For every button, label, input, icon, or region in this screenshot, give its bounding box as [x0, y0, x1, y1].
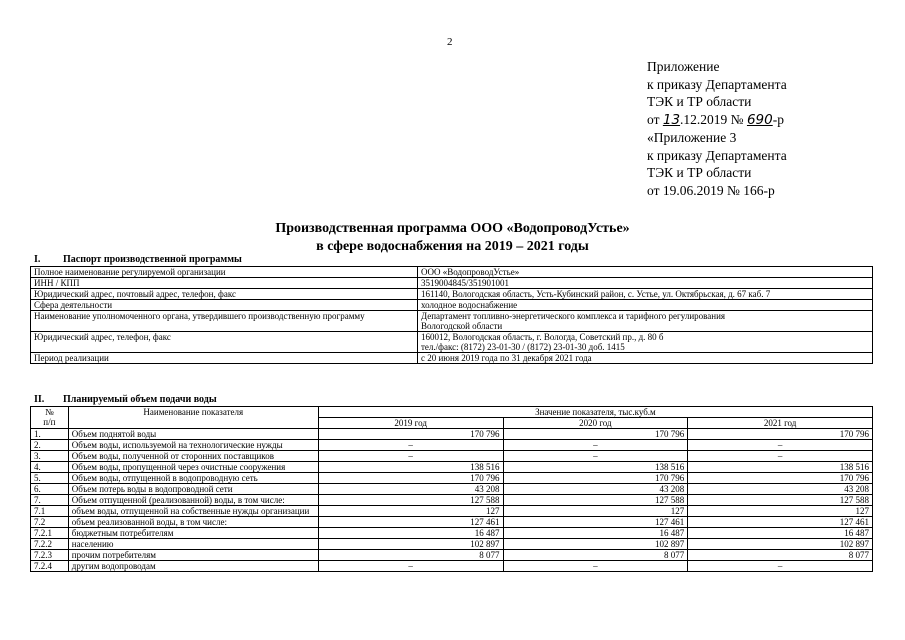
- passport-row: [31, 278, 873, 289]
- section-title: Планируемый объем подачи воды: [63, 394, 217, 405]
- row-value: –: [318, 451, 503, 462]
- row-indicator: Объем воды, отпущенной в водопроводную сеть: [68, 473, 318, 484]
- section-2-heading: [30, 394, 217, 405]
- header-year: 2021 год: [688, 418, 873, 429]
- row-value: 16 487: [688, 528, 873, 539]
- passport-value-line: 161140, Вологодская область, Усть-Кубинский район, с. Устье, ул. Октябрьская, д. 67 каб. 7: [421, 289, 771, 299]
- row-number: 4.: [31, 462, 69, 473]
- table-row: [31, 528, 873, 539]
- row-value: 102 897: [503, 539, 688, 550]
- row-indicator: Объем воды, полученной от сторонних поставщиков: [68, 451, 318, 462]
- row-value: 127: [318, 506, 503, 517]
- row-value: 170 796: [688, 429, 873, 440]
- appendix-line: Приложение: [647, 59, 720, 74]
- header-values: Значение показателя, тыс.куб.м: [318, 407, 872, 418]
- header-indicator: Наименование показателя: [68, 407, 318, 429]
- passport-value-line: Вологодской области: [421, 321, 503, 331]
- table-row: [31, 484, 873, 495]
- table-row: [31, 517, 873, 528]
- passport-label: Полное наименование регулируемой организации: [31, 267, 418, 278]
- row-indicator: Объем воды, используемой на технологические нужды: [68, 440, 318, 451]
- table-row: [31, 473, 873, 484]
- appendix-prefix: от: [647, 111, 660, 127]
- row-value: –: [503, 561, 688, 572]
- passport-row: [31, 311, 873, 332]
- table-row: [31, 561, 873, 572]
- passport-row: [31, 300, 873, 311]
- row-number: 7.2.1: [31, 528, 69, 539]
- row-value: –: [503, 440, 688, 451]
- row-value: 170 796: [318, 429, 503, 440]
- table-row: [31, 550, 873, 561]
- row-value: 127 588: [503, 495, 688, 506]
- row-value: 127 588: [318, 495, 503, 506]
- passport-value-line: с 20 июня 2019 года по 31 декабря 2021 года: [421, 353, 592, 363]
- section-title: Паспорт производственной программы: [63, 254, 242, 265]
- row-indicator: Объем воды, пропущенной через очистные сооружения: [68, 462, 318, 473]
- row-value: 43 208: [688, 484, 873, 495]
- passport-label: Сфера деятельности: [31, 300, 418, 311]
- row-number: 7.2.4: [31, 561, 69, 572]
- row-value: 102 897: [688, 539, 873, 550]
- passport-row: [31, 353, 873, 364]
- water-volume-table: [30, 406, 873, 572]
- document-subtitle: в сфере водоснабжения на 2019 – 2021 годы: [316, 239, 589, 254]
- row-value: –: [688, 440, 873, 451]
- row-indicator: Объем поднятой воды: [68, 429, 318, 440]
- row-value: 102 897: [318, 539, 503, 550]
- row-number: 7.2.3: [31, 550, 69, 561]
- row-number: 7.2.2: [31, 539, 69, 550]
- row-value: 138 516: [688, 462, 873, 473]
- handwritten-number: 690: [746, 111, 773, 128]
- row-value: 127 461: [688, 517, 873, 528]
- row-value: 170 796: [503, 429, 688, 440]
- row-value: 43 208: [503, 484, 688, 495]
- passport-label: Наименование уполномоченного органа, утвердившего производственную программу: [31, 311, 418, 332]
- passport-value-line: Департамент топливно-энергетического комплекса и тарифного регулирования: [421, 311, 726, 321]
- row-number: 3.: [31, 451, 69, 462]
- row-value: 43 208: [318, 484, 503, 495]
- row-value: –: [318, 561, 503, 572]
- passport-value: [418, 311, 873, 332]
- row-indicator: Объем потерь воды в водопроводной сети: [68, 484, 318, 495]
- row-number: 7.1: [31, 506, 69, 517]
- row-value: 127 461: [318, 517, 503, 528]
- appendix-line: к приказу Департамента: [647, 76, 787, 92]
- table-row: [31, 462, 873, 473]
- appendix-line: к приказу Департамента: [647, 147, 787, 163]
- section-number: I.: [34, 254, 41, 265]
- passport-value-line: 3519004845/351901001: [421, 278, 510, 288]
- row-indicator: объем реализованной воды, в том числе:: [68, 517, 318, 528]
- appendix-line: «Приложение 3: [647, 130, 737, 145]
- passport-row: [31, 267, 873, 278]
- row-number: 6.: [31, 484, 69, 495]
- header-year: 2020 год: [503, 418, 688, 429]
- passport-value: [418, 289, 873, 300]
- row-value: 127: [688, 506, 873, 517]
- row-indicator: бюджетным потребителям: [68, 528, 318, 539]
- passport-label: Юридический адрес, телефон, факс: [31, 332, 418, 353]
- header-year: 2019 год: [318, 418, 503, 429]
- passport-row: [31, 332, 873, 353]
- passport-label: Период реализации: [31, 353, 418, 364]
- appendix-suffix: -р: [772, 111, 784, 127]
- table-row: [31, 451, 873, 462]
- passport-value: [418, 278, 873, 289]
- row-value: 138 516: [318, 462, 503, 473]
- row-number: 5.: [31, 473, 69, 484]
- table-row: [31, 495, 873, 506]
- appendix-order-date: [647, 111, 787, 130]
- page-number: 2: [447, 36, 453, 48]
- passport-value-line: 160012, Вологодская область, г. Вологда, Советский пр., д. 80 б: [421, 332, 664, 342]
- row-value: 170 796: [688, 473, 873, 484]
- header-number: № п/п: [31, 407, 69, 429]
- row-value: 138 516: [503, 462, 688, 473]
- row-value: –: [688, 561, 873, 572]
- table-row: [31, 429, 873, 440]
- appendix-header: [647, 58, 787, 199]
- row-indicator: другим водопроводам: [68, 561, 318, 572]
- row-value: 127 588: [688, 495, 873, 506]
- row-value: –: [688, 451, 873, 462]
- section-number: II.: [34, 394, 45, 405]
- row-number: 2.: [31, 440, 69, 451]
- passport-row: [31, 289, 873, 300]
- row-value: 127: [503, 506, 688, 517]
- passport-value: [418, 332, 873, 353]
- row-indicator: населению: [68, 539, 318, 550]
- appendix-date-mid: .12.2019 №: [680, 111, 744, 127]
- passport-value-line: ООО «ВодопроводУстье»: [421, 267, 520, 277]
- row-value: 127 461: [503, 517, 688, 528]
- passport-value-line: тел./факс: (8172) 23-01-30 / (8172) 23-01-30 доб. 1415: [421, 342, 625, 352]
- passport-value-line: холодное водоснабжение: [421, 300, 518, 310]
- passport-label: Юридический адрес, почтовый адрес, телефон, факс: [31, 289, 418, 300]
- row-value: 16 487: [503, 528, 688, 539]
- passport-label: ИНН / КПП: [31, 278, 418, 289]
- row-indicator: прочим потребителям: [68, 550, 318, 561]
- table-row: [31, 506, 873, 517]
- row-value: 8 077: [688, 550, 873, 561]
- row-number: 1.: [31, 429, 69, 440]
- passport-value: [418, 267, 873, 278]
- handwritten-day: 13: [662, 111, 681, 128]
- row-value: 8 077: [318, 550, 503, 561]
- row-value: –: [318, 440, 503, 451]
- row-value: 8 077: [503, 550, 688, 561]
- row-indicator: Объем отпущенной (реализованной) воды, в том числе:: [68, 495, 318, 506]
- appendix-line: ТЭК и ТР области: [647, 165, 752, 180]
- table-row: [31, 539, 873, 550]
- row-value: 170 796: [318, 473, 503, 484]
- passport-value: [418, 300, 873, 311]
- row-number: 7.2: [31, 517, 69, 528]
- section-1-heading: [30, 254, 242, 265]
- row-value: –: [503, 451, 688, 462]
- appendix-line: ТЭК и ТР области: [647, 94, 752, 109]
- table-row: [31, 440, 873, 451]
- passport-table: [30, 266, 873, 364]
- appendix-line: от 19.06.2019 № 166-р: [647, 182, 775, 198]
- row-value: 170 796: [503, 473, 688, 484]
- row-indicator: объем воды, отпущенной на собственные нужды организации: [68, 506, 318, 517]
- row-value: 16 487: [318, 528, 503, 539]
- document-title: Производственная программа ООО «ВодопроводУстье»: [275, 221, 630, 236]
- row-number: 7.: [31, 495, 69, 506]
- passport-value: [418, 353, 873, 364]
